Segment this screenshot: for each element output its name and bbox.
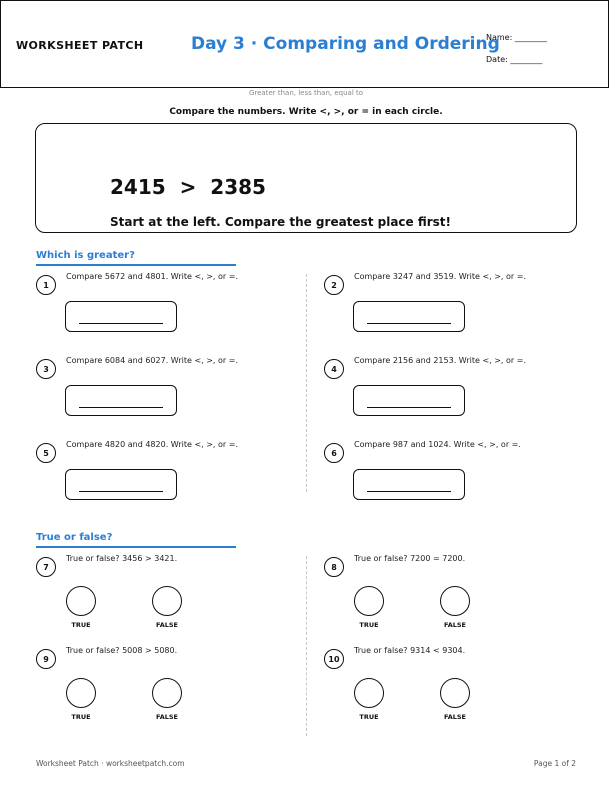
footer-source: Worksheet Patch · worksheetpatch.com bbox=[36, 759, 185, 768]
false-label: FALSE bbox=[444, 621, 466, 629]
answer-line bbox=[79, 407, 163, 408]
subtitle: Greater than, less than, equal to bbox=[248, 89, 364, 97]
column-divider bbox=[306, 556, 307, 736]
answer-line bbox=[367, 323, 451, 324]
section-rule-true-false bbox=[36, 546, 236, 548]
answer-box[interactable] bbox=[65, 469, 177, 500]
section-rule-compare bbox=[36, 264, 236, 266]
page-number: Page 1 of 2 bbox=[533, 759, 576, 768]
question-text: Compare 2156 and 2153. Write <, >, or =. bbox=[354, 356, 526, 365]
answer-box[interactable] bbox=[353, 469, 465, 500]
name-field[interactable]: Name: ________ bbox=[486, 33, 547, 42]
true-option-circle[interactable] bbox=[66, 586, 96, 616]
question-text: True or false? 3456 > 3421. bbox=[66, 554, 178, 563]
question-number: 7 bbox=[36, 557, 56, 577]
question-text: Compare 987 and 1024. Write <, >, or =. bbox=[354, 440, 521, 449]
question-number: 8 bbox=[324, 557, 344, 577]
answer-line bbox=[79, 491, 163, 492]
date-field[interactable]: Date: ________ bbox=[486, 55, 543, 64]
question-text: True or false? 9314 < 9304. bbox=[354, 646, 466, 655]
question-text: True or false? 7200 = 7200. bbox=[354, 554, 466, 563]
column-divider bbox=[306, 274, 307, 492]
false-option-circle[interactable] bbox=[440, 678, 470, 708]
question-text: Compare 6084 and 6027. Write <, >, or =. bbox=[66, 356, 238, 365]
true-label: TRUE bbox=[359, 713, 379, 721]
true-label: TRUE bbox=[71, 621, 91, 629]
page-title: Day 3 · Comparing and Ordering bbox=[191, 34, 500, 54]
section-title-true-false: True or false? bbox=[36, 532, 113, 543]
question-number: 5 bbox=[36, 443, 56, 463]
true-label: TRUE bbox=[71, 713, 91, 721]
question-number: 4 bbox=[324, 359, 344, 379]
question-number: 9 bbox=[36, 649, 56, 669]
false-label: FALSE bbox=[156, 621, 178, 629]
question-text: Compare 3247 and 3519. Write <, >, or =. bbox=[354, 272, 526, 281]
false-option-circle[interactable] bbox=[440, 586, 470, 616]
section-title-compare: Which is greater? bbox=[36, 250, 135, 261]
false-option-circle[interactable] bbox=[152, 586, 182, 616]
brand-name: WORKSHEET PATCH bbox=[16, 39, 144, 52]
question-text: True or false? 5008 > 5080. bbox=[66, 646, 178, 655]
question-number: 1 bbox=[36, 275, 56, 295]
question-number: 2 bbox=[324, 275, 344, 295]
true-option-circle[interactable] bbox=[354, 678, 384, 708]
answer-box[interactable] bbox=[65, 385, 177, 416]
answer-line bbox=[367, 407, 451, 408]
answer-line bbox=[367, 491, 451, 492]
false-label: FALSE bbox=[156, 713, 178, 721]
true-option-circle[interactable] bbox=[66, 678, 96, 708]
answer-box[interactable] bbox=[65, 301, 177, 332]
answer-box[interactable] bbox=[353, 301, 465, 332]
answer-line bbox=[79, 323, 163, 324]
true-label: TRUE bbox=[359, 621, 379, 629]
question-number: 6 bbox=[324, 443, 344, 463]
instruction: Compare the numbers. Write <, >, or = in each circle. bbox=[169, 107, 443, 117]
question-number: 10 bbox=[324, 649, 344, 669]
question-text: Compare 5672 and 4801. Write <, >, or =. bbox=[66, 272, 238, 281]
true-option-circle[interactable] bbox=[354, 586, 384, 616]
example-expression: 2415 > 2385 bbox=[110, 175, 266, 199]
false-label: FALSE bbox=[444, 713, 466, 721]
question-text: Compare 4820 and 4820. Write <, >, or =. bbox=[66, 440, 238, 449]
example-tip: Start at the left. Compare the greatest place first! bbox=[110, 215, 452, 229]
false-option-circle[interactable] bbox=[152, 678, 182, 708]
question-number: 3 bbox=[36, 359, 56, 379]
answer-box[interactable] bbox=[353, 385, 465, 416]
